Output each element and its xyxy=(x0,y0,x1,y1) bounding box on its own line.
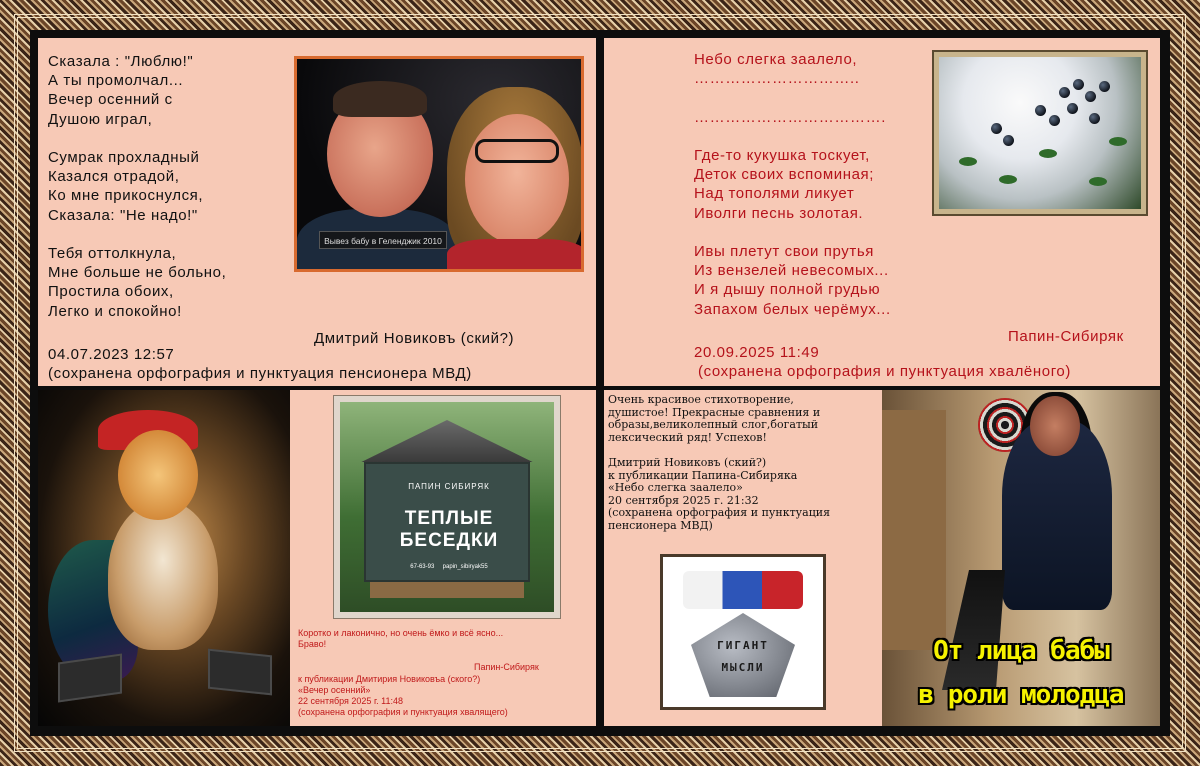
gazebo-panel xyxy=(290,390,596,726)
speaker-right xyxy=(208,649,272,696)
left-poem-text: Сказала : "Люблю!" А ты промолчал... Вечер осенний с Душою играл, Сумрак прохладный Казался отрадой, Ко мне прикоснулся, Сказала: "Не надо!" Тебя оттолкнула, Мне больше не больно, Простила обоих, Легко и спокойно! xyxy=(48,53,227,320)
couple-photo xyxy=(294,56,584,272)
door xyxy=(882,410,946,650)
banner-brand: ПАПИН СИБИРЯК xyxy=(408,482,490,491)
berries-photo xyxy=(934,52,1146,214)
medal-line-1: ГИГАНТ xyxy=(717,639,769,652)
medal-line-2: МЫСЛИ xyxy=(721,661,765,674)
medal-photo xyxy=(660,554,826,710)
rooster-body xyxy=(108,500,218,650)
right-poem-text: Небо слегка заалело, ………………………….. ………………………………. Где-то кукушка тоскует, Деток своих вспоминая; Над тополями ликует Иволги песнь золотая. Ивы плетут свои прутья Из вензелей невесомых... И я дышу полной грудью Запахом белых черёмух... xyxy=(694,51,891,318)
left-reply-author: Папин-Сибиряк xyxy=(474,662,539,672)
right-poem-panel xyxy=(604,38,1160,386)
rooster-illustration xyxy=(38,390,290,726)
woman-face xyxy=(465,114,569,244)
gazebo-base xyxy=(370,582,524,598)
left-reply-meta: к публикации Дмитирия Новиковъа (ского?) «Вечер осенний» 22 сентября 2025 г. 11:48 (сохранена орфография и пунктуация хвалящего) xyxy=(298,674,508,717)
left-poem-note: (сохранена орфография и пунктуация пенсионера МВД) xyxy=(48,365,472,382)
right-poem-author: Папин-Сибиряк xyxy=(1008,328,1124,345)
banner-contacts: 67-63-93 papin_sibiryak55 xyxy=(410,564,488,570)
overlay-line-2: в роли молодца xyxy=(918,680,1124,710)
tricolor-ribbon xyxy=(683,571,803,609)
gazebo-photo xyxy=(334,396,560,618)
man-hair xyxy=(333,81,427,117)
medal-icon xyxy=(691,613,795,697)
right-poem-note: (сохранена орфография и пунктуация хвалёного) xyxy=(698,363,1071,380)
face xyxy=(1030,396,1080,456)
glasses xyxy=(475,139,559,163)
rooster-head xyxy=(118,430,198,520)
photo-caption: Вывез бабу в Геленджик 2010 xyxy=(319,231,447,249)
comment-text: Очень красивое стихотворение, душистое! Прекрасные сравнения и образы,великолепный слог,богатый лексический ряд! Успехов! Дмитрий Новиковъ (ский?) к публикации Папина-Сибиряка «Небо слегка заалело» 20 сентября 2025 г. 21:32 (сохранена орфография и пунктуация пенсионера МВД) xyxy=(608,393,831,532)
banner-headline: ТЕПЛЫЕ БЕСЕДКИ xyxy=(399,508,499,551)
woman-figure xyxy=(447,239,584,272)
right-poem-date: 20.09.2025 11:49 xyxy=(694,344,820,361)
gazebo-banner xyxy=(364,462,530,582)
left-reply-text: Коротко и лаконично, но очень ёмко и всё ясно... Браво! xyxy=(298,628,504,649)
overlay-line-1: От лица бабы xyxy=(933,636,1109,666)
left-poem-author: Дмитрий Новиковъ (ский?) xyxy=(314,330,515,347)
comment-panel xyxy=(604,390,882,726)
left-poem-date: 04.07.2023 12:57 xyxy=(48,346,175,363)
uniform-photo xyxy=(882,390,1160,726)
left-poem-panel xyxy=(38,38,596,386)
